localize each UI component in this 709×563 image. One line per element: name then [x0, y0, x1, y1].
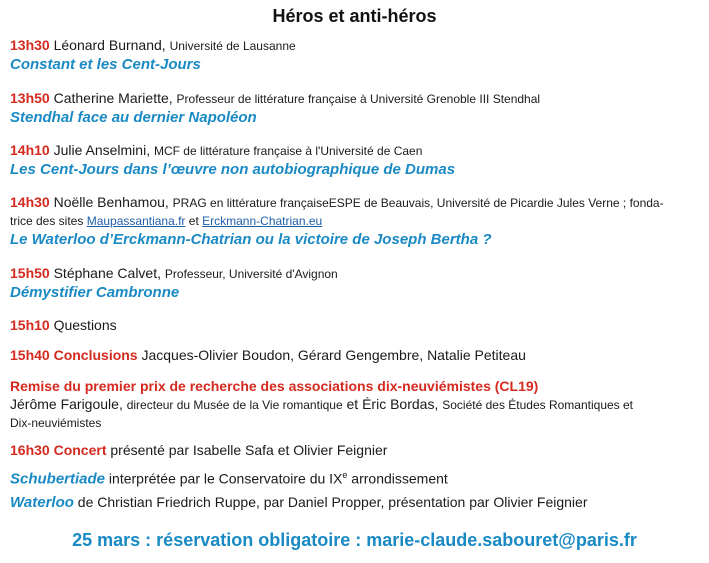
talk-title: Les Cent-Jours dans l’œuvre non autobiographique de Dumas: [10, 161, 456, 178]
session-block: [10, 141, 697, 180]
talk-title: Le Waterloo d’Erckmann-Chatrian ou la victoire de Joseph Bertha ?: [10, 231, 492, 248]
erckmann-chatrian-link[interactable]: Erckmann-Chatrian.eu: [202, 214, 323, 228]
maupassantiana-link[interactable]: Maupassantiana.fr: [86, 214, 186, 228]
speaker-affiliation: MCF de littérature française à l'Université de Caen: [153, 144, 423, 158]
concert-label: 16h30 Concert: [10, 442, 107, 458]
speaker-affiliation: Professeur, Université d'Avignon: [164, 267, 338, 281]
speaker-affiliation: Université de Lausanne: [169, 39, 296, 53]
session-time: 15h50: [10, 265, 50, 281]
session-time: 14h10: [10, 142, 50, 158]
session-block: [10, 264, 697, 303]
session-time: 13h30: [10, 37, 50, 53]
prize-block: [10, 377, 697, 432]
speaker-affiliation-cont: trice des sites: [10, 214, 84, 228]
talk-title: Stendhal face au dernier Napoléon: [10, 109, 257, 126]
prize-name-1: Jérôme Farigoule,: [10, 396, 123, 412]
session-block: [10, 193, 697, 250]
concert-block: [10, 441, 697, 459]
conjunction: et: [188, 214, 199, 228]
schubertiade-text-end: arrondissement: [347, 470, 448, 487]
concert-text: présenté par Isabelle Safa et Olivier Feignier: [110, 442, 388, 458]
session-time: 15h10: [10, 317, 50, 333]
conjunction: et: [346, 396, 359, 412]
speaker-affiliation: PRAG en littérature françaiseESPE de Beauvais, Université de Picardie Jules Verne ; fonda-: [172, 196, 664, 210]
waterloo-block: [10, 493, 697, 512]
schubertiade-text: interprétée par le Conservatoire du IX: [108, 470, 343, 487]
schubertiade-block: [10, 466, 697, 489]
talk-title: Démystifier Cambronne: [10, 284, 180, 301]
speaker-name: Stéphane Calvet,: [53, 265, 161, 281]
waterloo-title: Waterloo: [10, 494, 74, 511]
conclusions-label: 15h40 Conclusions: [10, 347, 138, 363]
superscript: e: [342, 470, 348, 480]
prize-heading: Remise du premier prix de recherche des associations dix-neuviémistes (CL19): [10, 378, 539, 394]
page-title: Héros et anti-héros: [272, 6, 437, 26]
conclusions-speakers: Jacques-Olivier Boudon, Gérard Gengembre, Natalie Petiteau: [141, 347, 526, 363]
session-time: 13h50: [10, 90, 50, 106]
session-block: [10, 36, 697, 75]
prize-affiliation-2-cont: Dix-neuviémistes: [10, 416, 102, 430]
prize-affiliation-2: Société des Études Romantiques et: [442, 398, 634, 412]
speaker-affiliation: Professeur de littérature française à Université Grenoble III Stendhal: [176, 92, 541, 106]
session-time: 14h30: [10, 194, 50, 210]
talk-title: Constant et les Cent-Jours: [10, 56, 201, 73]
speaker-name: Noëlle Benhamou,: [53, 194, 169, 210]
schubertiade-title: Schubertiade: [10, 470, 106, 488]
session-label: Questions: [53, 317, 117, 333]
session-block: [10, 89, 697, 128]
speaker-name: Julie Anselmini,: [53, 142, 151, 158]
session-block: [10, 316, 697, 334]
reservation-footer: 25 mars : réservation obligatoire : marie-claude.sabouret@paris.fr: [72, 530, 637, 550]
session-block: [10, 346, 697, 364]
prize-affiliation-1: directeur du Musée de la Vie romantique: [126, 398, 343, 412]
prize-name-2: Éric Bordas,: [362, 396, 439, 412]
waterloo-text: de Christian Friedrich Ruppe, par Daniel Propper, présentation par Olivier Feignier: [77, 494, 588, 510]
speaker-name: Léonard Burnand,: [53, 37, 166, 53]
speaker-name: Catherine Mariette,: [53, 90, 173, 106]
